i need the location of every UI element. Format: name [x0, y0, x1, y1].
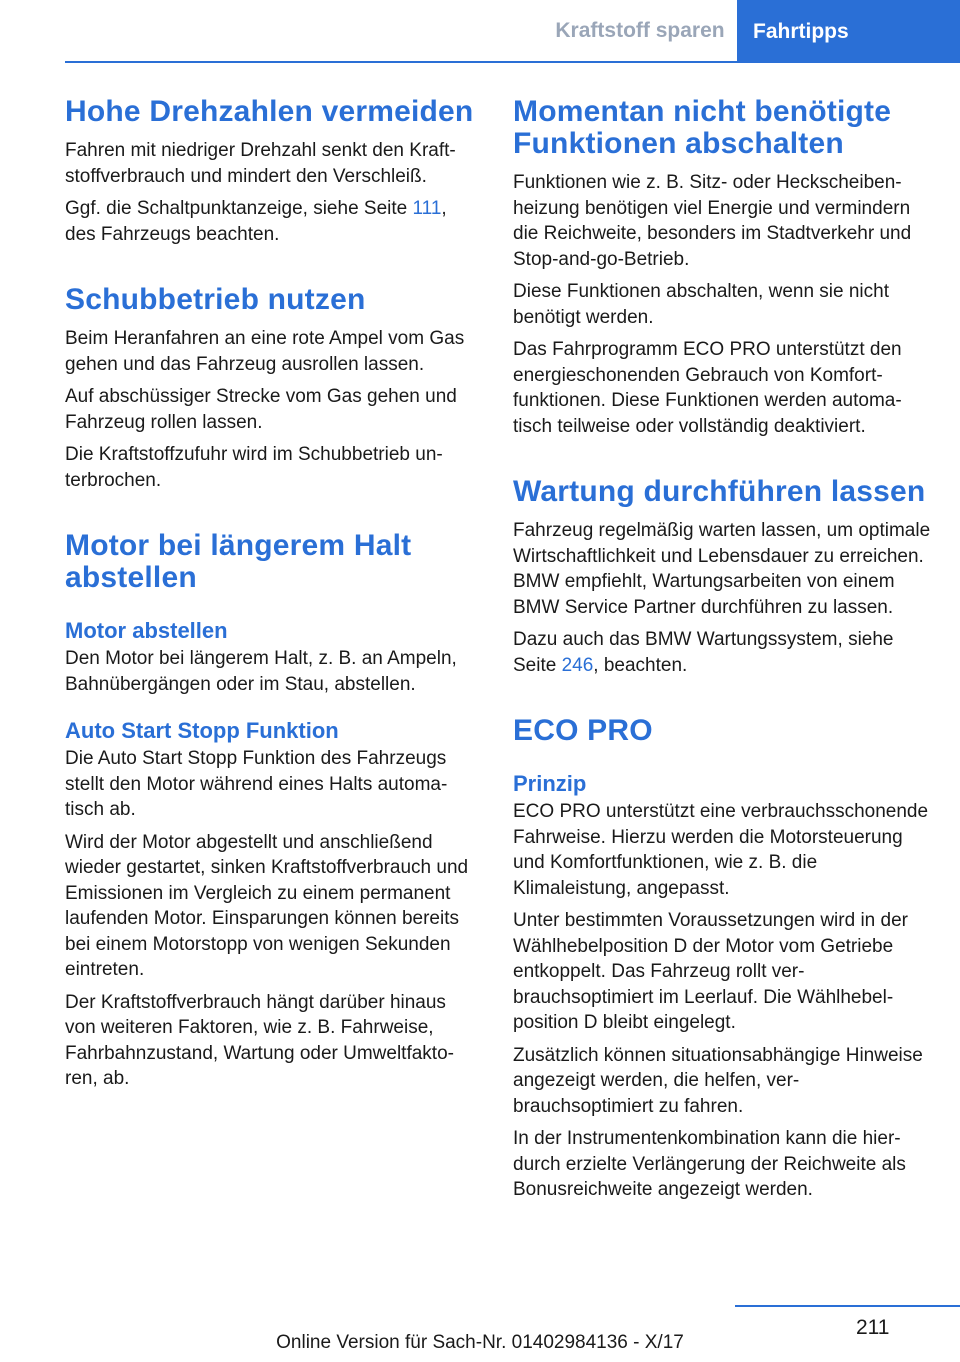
footer-divider: [735, 1305, 960, 1307]
tab-fahrtipps[interactable]: Fahrtipps: [737, 0, 960, 63]
page-link-111[interactable]: 111: [412, 198, 442, 219]
paragraph: Auf abschüssiger Strecke vom Gas gehen und Fahrzeug rollen lassen.: [65, 386, 457, 433]
heading-schubbetrieb: Schubbetrieb nutzen: [65, 283, 366, 316]
paragraph: Diese Funktionen abschalten, wenn sie nicht benötigt werden.: [513, 281, 890, 328]
right-column: [513, 96, 931, 1210]
page-header: [0, 0, 960, 62]
paragraph: Fahren mit niedriger Drehzahl senkt den Kraftstoffverbrauch und mindert den Verschleiß.: [65, 140, 456, 187]
left-column: [65, 96, 480, 1099]
paragraph: Die Kraftstoffzufuhr wird im Schubbetrieb unterbrochen.: [65, 444, 443, 491]
paragraph: ECO PRO unterstützt eine verbrauchsschonende Fahrweise. Hierzu werden die Motorsteuerung und Komfortfunktionen, wie z. B. die Klimaleistung, angepasst.: [513, 801, 929, 899]
paragraph: Unter bestimmten Voraussetzungen wird in der Wählhebelposition D der Motor vom Getriebe entkoppelt. Das Fahrzeug rollt verbrauchsoptimiert im Leerlauf. Die Wählhebelposition D bleibt eingelegt.: [513, 910, 908, 1033]
paragraph: Fahrzeug regelmäßig warten lassen, um optimale Wirtschaftlichkeit und Lebensdauer zu erreichen. BMW empfiehlt, Wartungsarbeiten von einem BMW Service Partner durchführen zu lassen.: [513, 520, 931, 618]
subheading-motor-abstellen: Motor abstellen: [65, 618, 228, 643]
page-number: 211: [856, 1316, 890, 1339]
header-divider: [65, 61, 960, 63]
paragraph: Beim Heranfahren an eine rote Ampel vom Gas gehen und das Fahrzeug ausrollen lassen.: [65, 328, 465, 375]
paragraph: Zusätzlich können situationsabhängige Hinweise angezeigt werden, die helfen, verbrauchsoptimiert zu fahren.: [513, 1044, 923, 1117]
heading-wartung: Wartung durchführen lassen: [513, 475, 926, 508]
paragraph: Funktionen wie z. B. Sitz- oder Heckscheibenheizung benötigen viel Energie und vermindern die Reichweite, besonders im Stadtverkehr und Stop-and-go-Betrieb.: [513, 172, 912, 270]
footer-text: Online Version für Sach-Nr. 01402984136 - X/17: [276, 1332, 684, 1353]
paragraph: Dazu auch das BMW Wartungssystem, siehe Seite 246, beachten.: [513, 629, 894, 676]
subheading-prinzip: Prinzip: [513, 771, 587, 796]
paragraph: Das Fahrprogramm ECO PRO unterstützt den energieschonenden Gebrauch von Komfortfunktionen. Diese Funktionen werden automatisch teilweise oder vollständig deaktiviert.: [513, 339, 902, 437]
paragraph: In der Instrumentenkombination kann die hierdurch erzielte Verlängerung der Reichweite als Bonusreichweite angezeigt werden.: [513, 1128, 906, 1200]
heading-motor-abstellen: Motor bei längerem Halt abstellen: [65, 529, 412, 594]
paragraph: Den Motor bei längerem Halt, z. B. an Ampeln, Bahnübergängen oder im Stau, abstellen.: [65, 648, 457, 695]
paragraph: Die Auto Start Stopp Funktion des Fahrzeugs stellt den Motor während eines Halts automatisch ab.: [65, 748, 448, 820]
heading-eco-pro: ECO PRO: [513, 714, 653, 747]
heading-hohe-drehzahlen: Hohe Drehzahlen vermeiden: [65, 95, 474, 128]
paragraph: Der Kraftstoffverbrauch hängt darüber hinaus von weiteren Faktoren, wie z. B. Fahrweise, Fahrbahnzustand, Wartung oder Umweltfaktoren, ab.: [65, 991, 454, 1089]
paragraph: Wird der Motor abgestellt und anschließend wieder gestartet, sinken Kraftstoffverbrauch und Emissionen im Vergleich zu einem permanent laufenden Motor. Einsparungen können bereits bei einem Motorstopp von wenigen Sekunden eintreten.: [65, 831, 469, 980]
page-link-246[interactable]: 246: [561, 654, 594, 676]
paragraph: Ggf. die Schaltpunktanzeige, siehe Seite 111, des Fahrzeugs beachten.: [65, 198, 447, 245]
heading-funktionen-abschalten: Momentan nicht benötigte Funktionen abschalten: [513, 95, 892, 160]
subheading-auto-start-stopp: Auto Start Stopp Funktion: [65, 718, 339, 743]
tab-kraftstoff-sparen[interactable]: Kraftstoff sparen: [555, 18, 725, 42]
